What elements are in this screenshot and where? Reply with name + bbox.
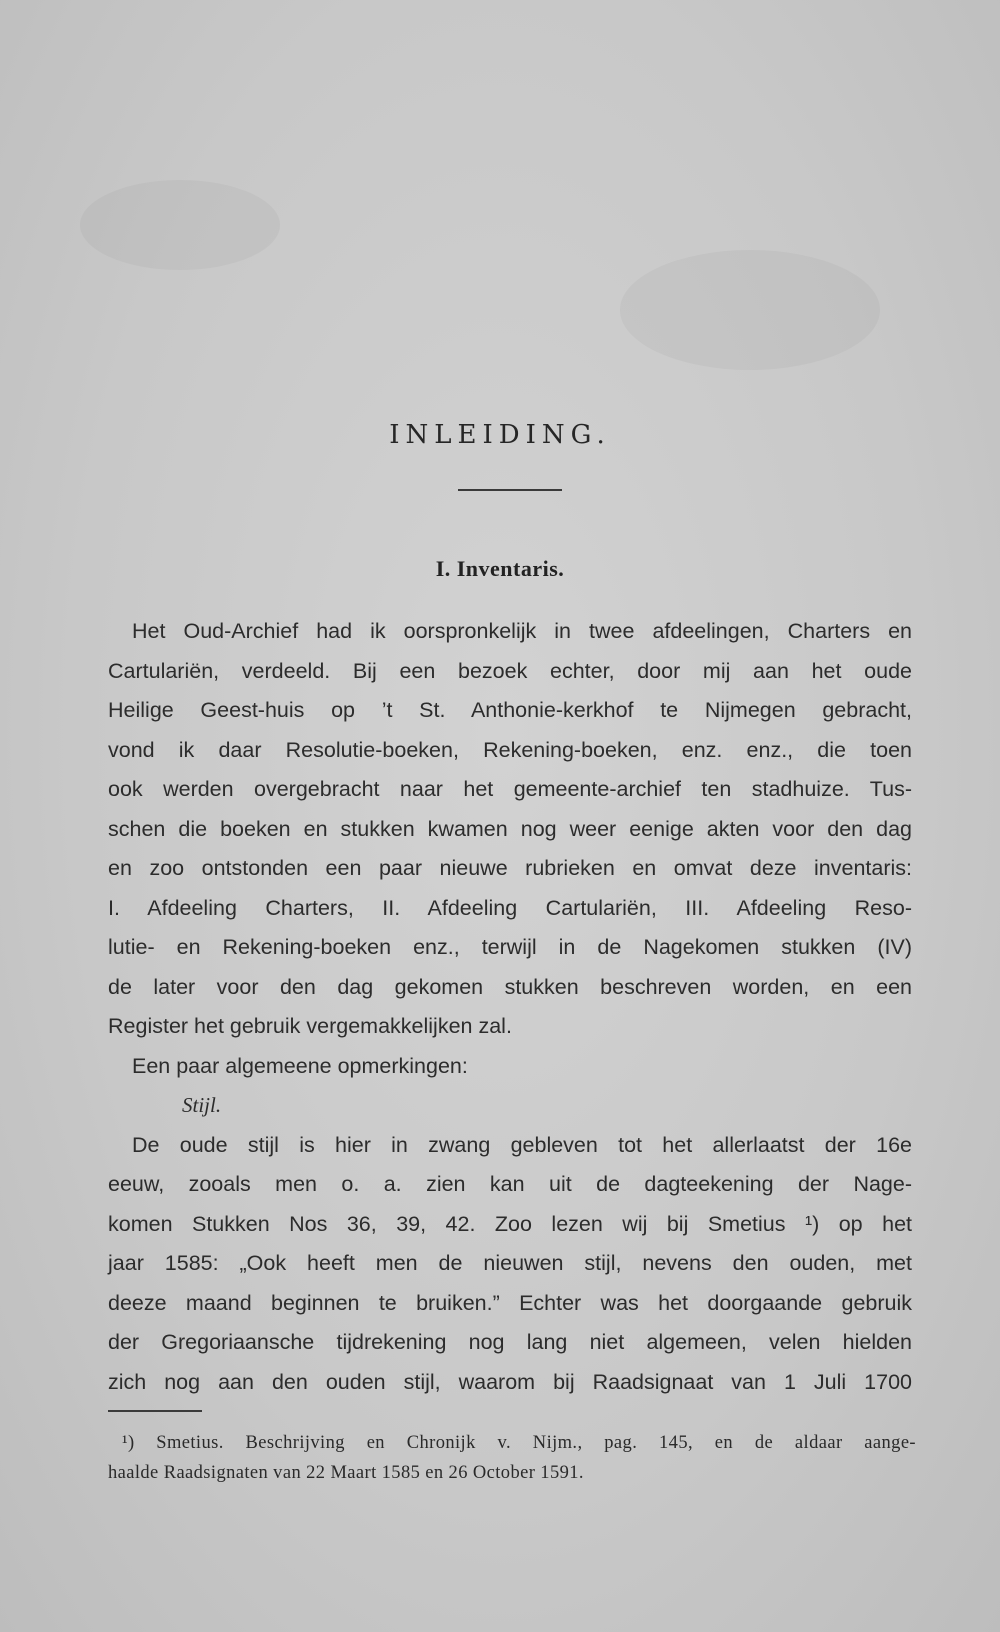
page-title: INLEIDING. [389,420,611,450]
body-line: eeuw, zooals men o. a. zien kan uit de dagteekening der Nage- [108,1172,912,1196]
section-heading: I. Inventaris. [435,556,565,581]
body-line: zich nog aan den ouden stijl, waarom bij Raadsignaat van 1 Juli 1700 [108,1369,912,1394]
body-line: Het Oud-Archief had ik oorspronkelijk in twee afdeelingen, Charters en [132,619,912,643]
body-line: der Gregoriaansche tijdrekening nog lang niet algemeen, velen hielden [108,1330,912,1354]
body-line: Heilige Geest-huis op ’t St. Anthonie-kerkhof te Nijmegen gebracht, [108,698,912,722]
body-line: vond ik daar Resolutie-boeken, Rekening-boeken, enz. enz., die toen [108,737,912,762]
body-line: I. Afdeeling Charters, II. Afdeeling Cartulariën, III. Afdeeling Reso- [108,895,912,920]
footnote-divider [108,1410,202,1412]
paper-stain [620,250,880,370]
title-divider [458,489,562,491]
remarks-line: Een paar algemeene opmerkingen: [132,1053,468,1078]
body-line: en zoo ontstonden een paar nieuwe rubrieken en omvat deze inventaris: [108,856,912,880]
body-line: Register het gebruik vergemakkelijken zal. [108,1014,512,1038]
body-line: jaar 1585: „Ook heeft men de nieuwen stijl, nevens den ouden, met [108,1251,912,1275]
body-line: de later voor den dag gekomen stukken beschreven worden, en een [108,974,912,999]
body-text [108,612,912,1402]
body-line: schen die boeken en stukken kwamen nog weer eenige akten voor den dag [108,816,912,841]
body-line: lutie- en Rekening-boeken enz., terwijl in de Nagekomen stukken (IV) [108,935,912,959]
subheading-stijl: Stijl. [182,1093,222,1117]
footnote-line: haalde Raadsignaten van 22 Maart 1585 en 26 October 1591. [108,1463,584,1483]
footnote-line: ¹) Smetius. Beschrijving en Chronijk v. Nijm., pag. 145, en de aldaar aange- [122,1433,916,1453]
body-line: Cartulariën, verdeeld. Bij een bezoek echter, door mij aan het oude [108,658,912,683]
paper-stain [80,180,280,270]
body-line: ook werden overgebracht naar het gemeente-archief ten stadhuize. Tus- [108,777,912,801]
body-line: deeze maand beginnen te bruiken.” Echter was het doorgaande gebruik [108,1290,912,1315]
body-line: komen Stukken Nos 36, 39, 42. Zoo lezen wij bij Smetius ¹) op het [108,1211,912,1236]
body-line: De oude stijl is hier in zwang gebleven tot het allerlaatst der 16e [132,1132,912,1157]
footnotes [108,1428,916,1488]
